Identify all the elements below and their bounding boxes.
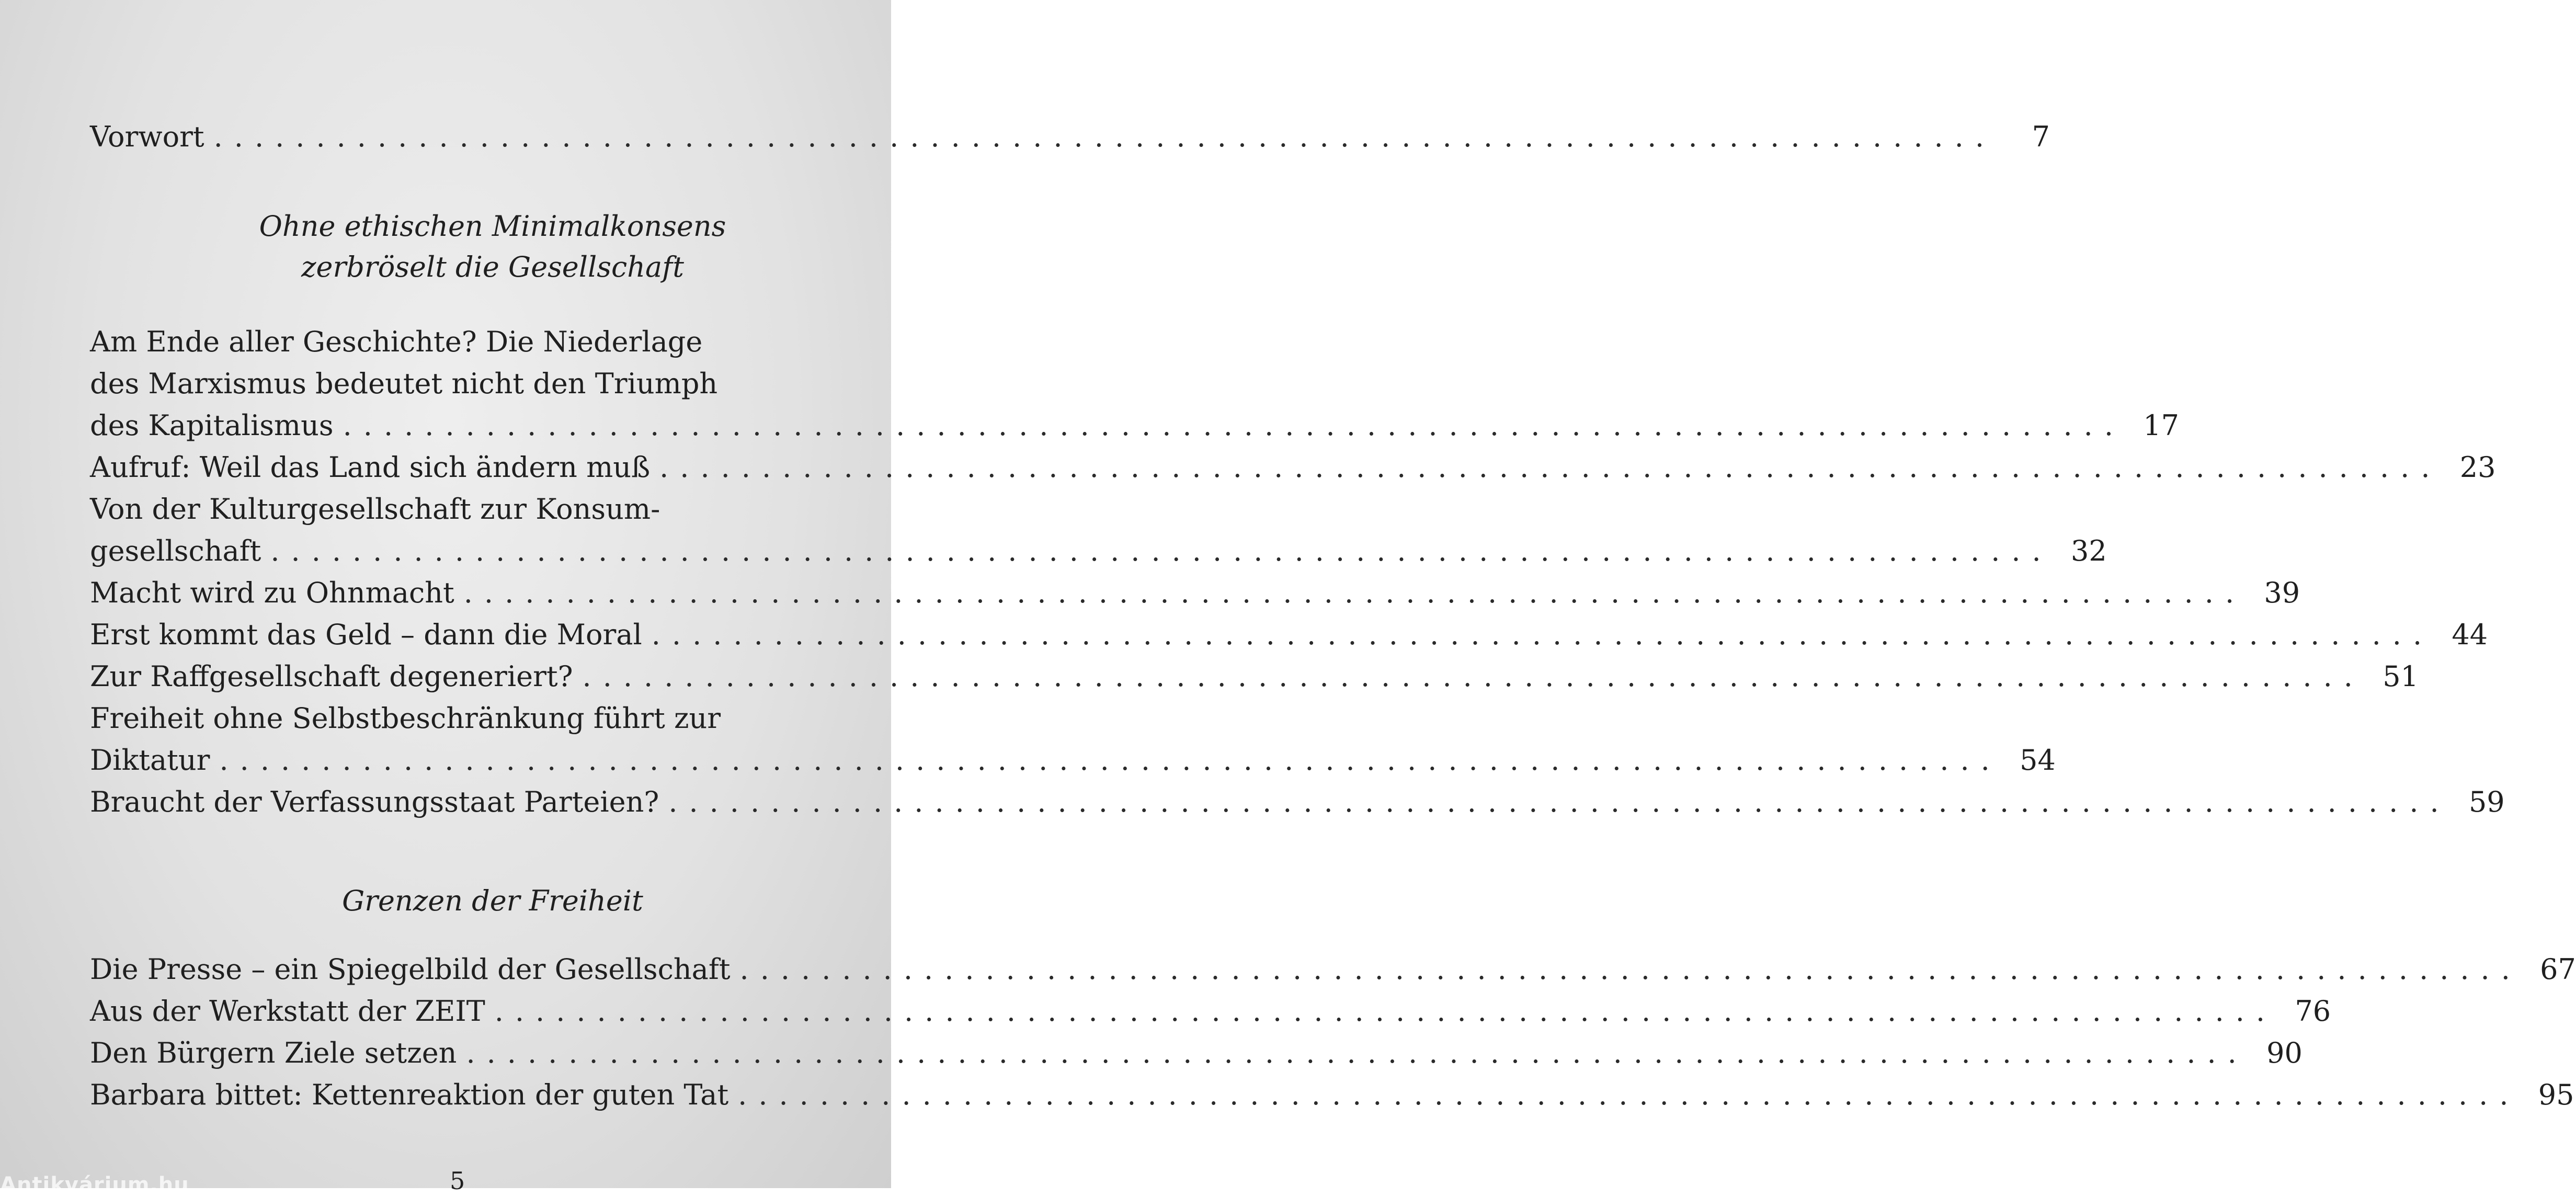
toc-entry <box>90 572 2300 614</box>
toc-entry-title: Aus der Werkstatt der ZEIT <box>90 995 485 1028</box>
section-heading: Ohne ethischen Minimalkonsens <box>259 210 726 243</box>
toc-entry-title: Braucht der Verfassungsstaat Parteien? <box>90 785 659 818</box>
toc-entry-page: 67 <box>2540 953 2576 986</box>
toc-entry-page: 7 <box>2032 120 2050 153</box>
dot-leader: ....................................................................................... <box>738 1078 2520 1111</box>
toc-entry-title: Barbara bittet: Kettenreaktion der guten Tat <box>90 1078 729 1111</box>
dot-leader: ....................................................................................... <box>494 995 2277 1028</box>
toc-entry-line: Am Ende aller Geschichte? Die Niederlage <box>90 325 703 358</box>
dot-leader: ....................................................................................... <box>582 660 2364 693</box>
toc-entry-page: 51 <box>2383 660 2419 693</box>
toc-entry-title: Erst kommt das Geld – dann die Moral <box>90 618 642 651</box>
dot-leader: ....................................................................................... <box>659 451 2442 484</box>
toc-entry-line: des Marxismus bedeutet nicht den Triumph <box>90 367 718 400</box>
toc-entry-title: gesellschaft <box>90 534 261 567</box>
toc-entry-title: Die Presse – ein Spiegelbild der Gesellschaft <box>90 953 731 986</box>
toc-entry-page: 59 <box>2468 785 2505 818</box>
toc-entry <box>90 1074 2574 1116</box>
section-heading: zerbröselt die Gesellschaft <box>301 250 684 283</box>
section-heading: Grenzen der Freiheit <box>342 884 643 917</box>
toc-entry-line: Freiheit ohne Selbstbeschränkung führt zur <box>90 702 721 735</box>
toc-entry-title: Aufruf: Weil das Land sich ändern muß <box>90 451 651 484</box>
toc-entry <box>90 1032 2303 1074</box>
toc-entry-page: 44 <box>2452 618 2488 651</box>
page-number: 5 <box>450 1167 465 1195</box>
toc-entry <box>90 614 2488 656</box>
dot-leader: ....................................................................................... <box>213 120 1996 153</box>
dot-leader: ....................................................................................... <box>270 534 2053 567</box>
toc-entry-preface <box>90 116 2050 158</box>
toc-entry-title: Vorwort <box>90 120 204 153</box>
toc-entry <box>90 739 2056 781</box>
toc-entry <box>90 447 2496 488</box>
toc-entry-title: Macht wird zu Ohnmacht <box>90 576 454 609</box>
toc-entry-page: 17 <box>2143 409 2179 442</box>
dot-leader: ....................................................................................... <box>651 618 2434 651</box>
toc-entry <box>90 990 2331 1032</box>
toc-entry-page: 32 <box>2071 534 2107 567</box>
toc-entry-page: 23 <box>2459 451 2496 484</box>
toc-entry-title: des Kapitalismus <box>90 409 334 442</box>
toc-entry <box>90 530 2107 572</box>
toc-entry-line: Von der Kulturgesellschaft zur Konsum- <box>90 493 660 526</box>
watermark: Antikvárium.hu <box>0 1173 189 1197</box>
toc-entry-page: 54 <box>2020 744 2056 777</box>
toc-entry-page: 90 <box>2266 1036 2303 1069</box>
toc-entry-page: 39 <box>2264 576 2300 609</box>
toc-entry-page: 76 <box>2295 995 2331 1028</box>
toc-entry-title: Diktatur <box>90 744 210 777</box>
dot-leader: ....................................................................................... <box>739 953 2522 986</box>
toc-entry <box>90 405 2179 447</box>
toc-entry <box>90 656 2419 698</box>
toc-entry-title: Zur Raffgesellschaft degeneriert? <box>90 660 573 693</box>
dot-leader: ....................................................................................... <box>466 1036 2248 1069</box>
dot-leader: ....................................................................................... <box>219 744 2001 777</box>
toc-entry <box>90 949 2576 990</box>
dot-leader: ....................................................................................... <box>463 576 2246 609</box>
dot-leader: ....................................................................................... <box>343 409 2125 442</box>
dot-leader: ....................................................................................... <box>668 785 2450 818</box>
toc-entry-page: 95 <box>2538 1078 2574 1111</box>
toc-entry <box>90 781 2505 823</box>
toc-entry-title: Den Bürgern Ziele setzen <box>90 1036 457 1069</box>
